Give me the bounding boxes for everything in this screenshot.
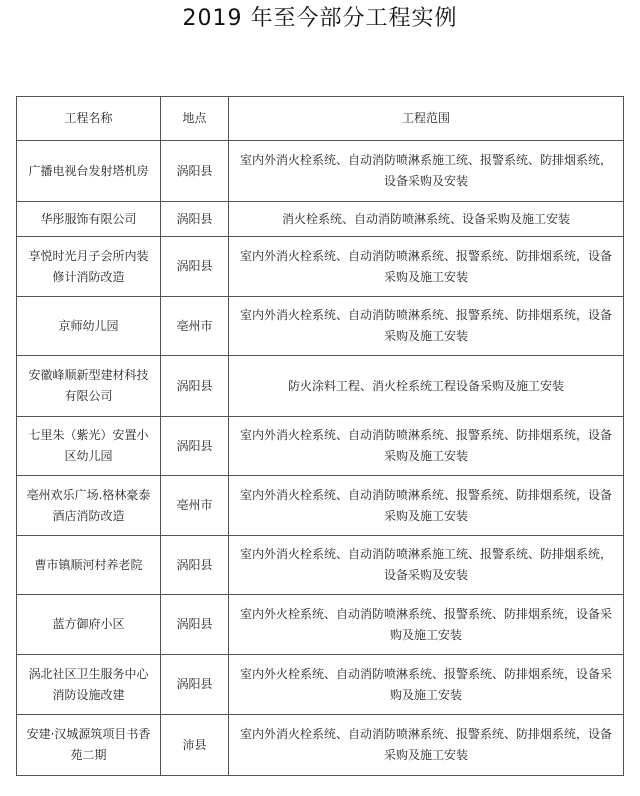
table-row: [17, 297, 624, 356]
table-row: [17, 715, 624, 776]
table-header-row: [17, 97, 624, 141]
scope-cell: 室内外消火栓系统、自动消防喷淋系施工统、报警系统、防排烟系统，设备采购及安装: [229, 536, 624, 595]
header-scope: 工程范围: [229, 97, 624, 141]
location-cell: 涡阳县: [161, 237, 229, 297]
projects-table: [16, 96, 624, 776]
scope-cell: 室内外消火栓系统、自动消防喷淋系统、报警系统、防排烟系统，设备采购及施工安装: [229, 417, 624, 476]
project-name-cell: 蓝方御府小区: [17, 595, 161, 655]
location-cell: 亳州市: [161, 476, 229, 536]
table-row: [17, 237, 624, 297]
location-cell: 涡阳县: [161, 417, 229, 476]
location-cell: 涡阳县: [161, 141, 229, 202]
table-row: [17, 655, 624, 715]
scope-cell: 室内外消火栓系统、自动消防喷淋系统、报警系统、防排烟系统，设备采购及施工安装: [229, 476, 624, 536]
table-row: [17, 417, 624, 476]
table-row: [17, 141, 624, 202]
location-cell: 涡阳县: [161, 655, 229, 715]
project-name-cell: 华彤服饰有限公司: [17, 202, 161, 237]
scope-cell: 室内外消火栓系统、自动消防喷淋系施工统、报警系统、防排烟系统，设备采购及安装: [229, 141, 624, 202]
table-row: [17, 595, 624, 655]
project-name-cell: 京师幼儿园: [17, 297, 161, 356]
scope-cell: 防火涂料工程、消火栓系统工程设备采购及施工安装: [229, 356, 624, 417]
scope-cell: 室内外消火栓系统、自动消防喷淋系统、报警系统、防排烟系统，设备采购及施工安装: [229, 297, 624, 356]
project-name-cell: 广播电视台发射塔机房: [17, 141, 161, 202]
location-cell: 涡阳县: [161, 595, 229, 655]
table-row: [17, 202, 624, 237]
location-cell: 涡阳县: [161, 356, 229, 417]
project-name-cell: 享悦时光月子会所内装修计消防改造: [17, 237, 161, 297]
header-project-name: 工程名称: [17, 97, 161, 141]
table-row: [17, 356, 624, 417]
project-name-cell: 安建·汉城源筑项目书香苑二期: [17, 715, 161, 776]
scope-cell: 室内外消火栓系统、自动消防喷淋系统、报警系统、防排烟系统，设备采购及施工安装: [229, 715, 624, 776]
location-cell: 涡阳县: [161, 536, 229, 595]
project-name-cell: 涡北社区卫生服务中心消防设施改建: [17, 655, 161, 715]
table-row: [17, 476, 624, 536]
scope-cell: 室内外火栓系统、自动消防喷淋系统、报警系统、防排烟系统，设备采购及施工安装: [229, 655, 624, 715]
location-cell: 沛县: [161, 715, 229, 776]
project-name-cell: 七里朱（紫光）安置小区幼儿园: [17, 417, 161, 476]
location-cell: 涡阳县: [161, 202, 229, 237]
header-location: 地点: [161, 97, 229, 141]
location-cell: 亳州市: [161, 297, 229, 356]
page-title: 2019 年至今部分工程实例: [182, 6, 458, 31]
project-name-cell: 安徽峰顺新型建材科技有限公司: [17, 356, 161, 417]
scope-cell: 消火栓系统、自动消防喷淋系统、设备采购及施工安装: [229, 202, 624, 237]
table-row: [17, 536, 624, 595]
project-name-cell: 亳州欢乐广场.格林豪泰酒店消防改造: [17, 476, 161, 536]
project-name-cell: 曹市镇顺河村养老院: [17, 536, 161, 595]
scope-cell: 室内外火栓系统、自动消防喷淋系统、报警系统、防排烟系统，设备采购及施工安装: [229, 595, 624, 655]
scope-cell: 室内外消火栓系统、自动消防喷淋系统、报警系统、防排烟系统，设备采购及施工安装: [229, 237, 624, 297]
